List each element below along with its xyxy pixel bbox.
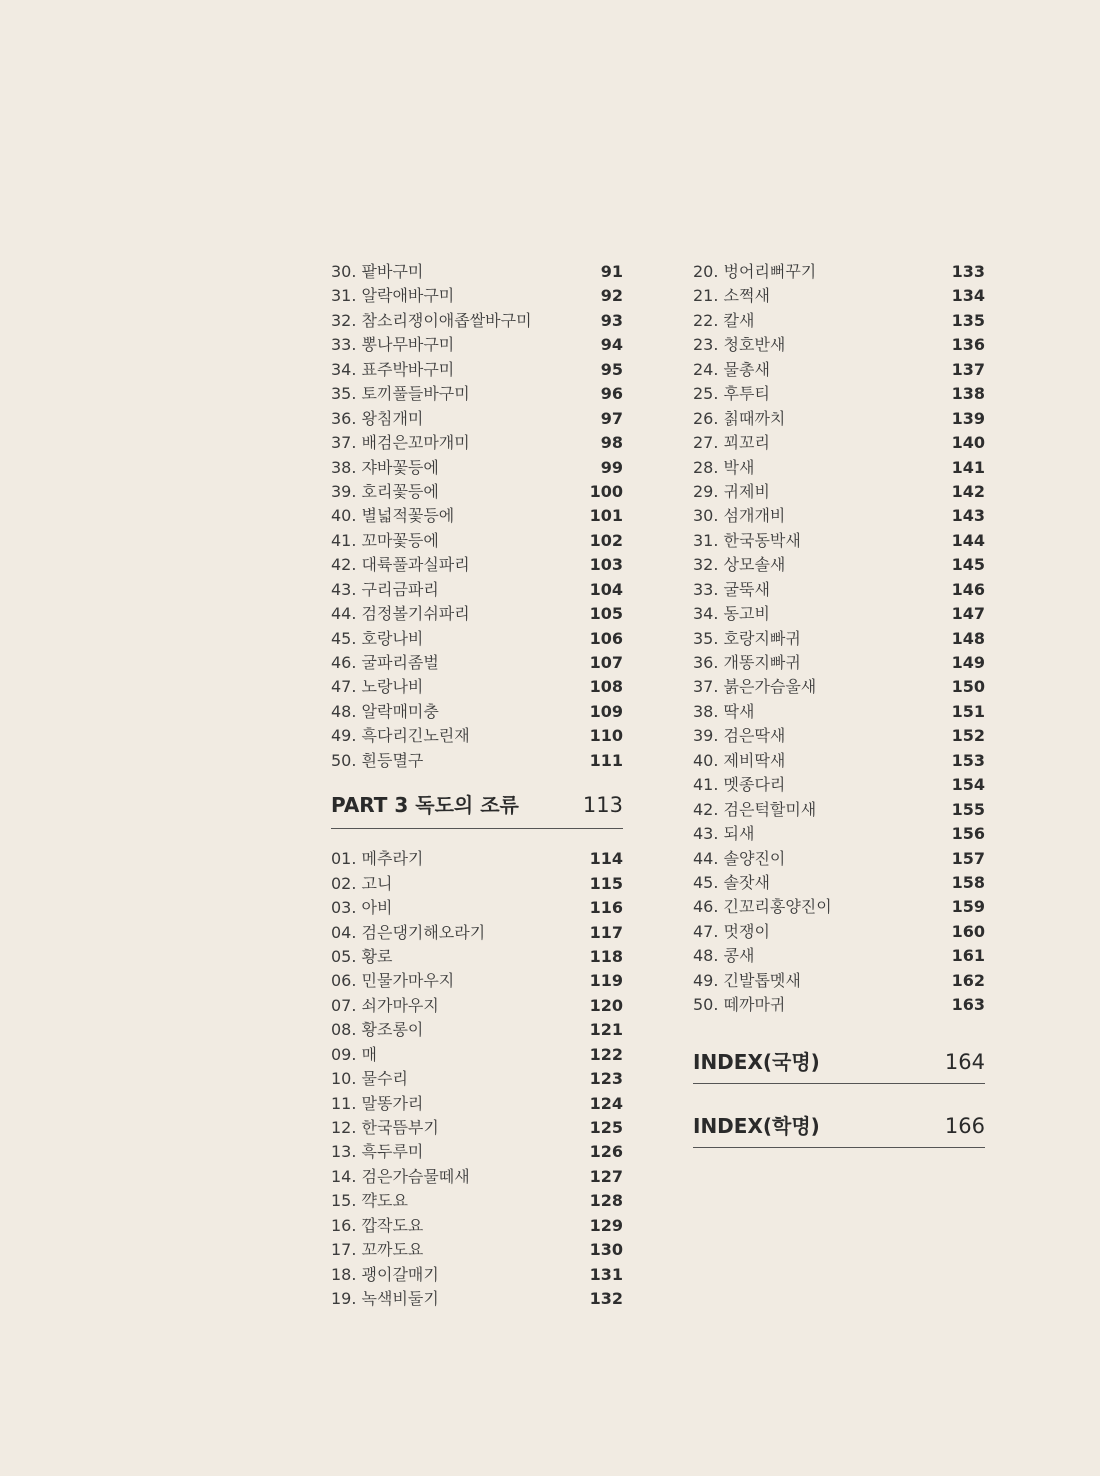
toc-entry-page: 91 [600, 262, 623, 281]
toc-entry-page: 108 [589, 677, 623, 697]
toc-entry[interactable] [331, 1018, 623, 1042]
toc-entry-page: 100 [589, 481, 623, 501]
toc-entry-page: 98 [600, 433, 623, 453]
toc-list-birds-1 [331, 847, 623, 1311]
toc-entry[interactable] [693, 871, 985, 895]
toc-entry-label: 28. 박새 [693, 457, 755, 477]
toc-entry[interactable] [693, 847, 985, 871]
toc-entry-page: 152 [951, 726, 985, 746]
toc-entry[interactable] [693, 504, 985, 528]
toc-entry-label: 49. 긴발톱멧새 [693, 970, 801, 990]
toc-entry-page: 150 [951, 677, 985, 697]
toc-entry-label: 04. 검은댕기해오라기 [331, 922, 486, 942]
toc-entry-label: 40. 제비딱새 [693, 750, 786, 770]
toc-entry[interactable] [331, 1238, 623, 1262]
toc-entry[interactable] [331, 1092, 623, 1116]
toc-entry-page: 110 [589, 726, 623, 746]
index-title: INDEX(학명) [693, 1113, 820, 1138]
toc-entry-page: 138 [951, 384, 985, 404]
part-heading[interactable] [331, 789, 623, 829]
toc-entry-page: 109 [589, 701, 623, 721]
toc-entry-page: 158 [951, 872, 985, 892]
toc-entry-page: 157 [951, 848, 985, 868]
toc-entry[interactable] [693, 382, 985, 406]
toc-entry-label: 35. 토끼풀들바구미 [331, 384, 470, 404]
toc-entry[interactable] [331, 602, 623, 626]
toc-entry-label: 21. 소쩍새 [693, 286, 770, 306]
index-page-number: 164 [944, 1049, 985, 1074]
toc-entry[interactable] [331, 1043, 623, 1067]
toc-entry-label: 01. 메추라기 [331, 849, 424, 869]
toc-entry-page: 135 [951, 310, 985, 330]
toc-entry[interactable] [331, 358, 623, 382]
toc-entry-label: 34. 표주박바구미 [331, 359, 455, 379]
toc-entry[interactable] [331, 1165, 623, 1189]
toc-entry-page: 144 [951, 530, 985, 550]
toc-entry-page: 121 [589, 1020, 623, 1040]
toc-entry-label: 09. 매 [331, 1044, 377, 1064]
toc-entry-page: 133 [951, 262, 985, 281]
toc-entry[interactable] [331, 921, 623, 945]
toc-entry-label: 07. 쇠가마우지 [331, 995, 439, 1015]
toc-entry-page: 149 [951, 653, 985, 672]
toc-entry[interactable] [331, 651, 623, 675]
toc-entry-label: 23. 청호반새 [693, 335, 786, 355]
toc-entry-label: 42. 검은턱할미새 [693, 799, 817, 819]
toc-entry-page: 118 [589, 946, 623, 966]
toc-entry-page: 99 [600, 457, 623, 477]
toc-entry-page: 156 [951, 824, 985, 844]
toc-column-right [693, 260, 985, 1148]
toc-entry[interactable] [331, 529, 623, 553]
toc-entry-page: 160 [951, 921, 985, 941]
toc-entry-label: 40. 별넓적꽃등에 [331, 506, 455, 526]
toc-entry-page: 163 [951, 995, 985, 1015]
toc-entry-label: 29. 귀제비 [693, 481, 770, 501]
toc-entry-label: 38. 쟈바꽃등에 [331, 457, 439, 477]
toc-entry-label: 35. 호랑지빠귀 [693, 628, 801, 648]
toc-entry-page: 145 [951, 555, 985, 575]
toc-entry-page: 124 [589, 1093, 623, 1113]
toc-entry-label: 41. 멧종다리 [693, 775, 786, 795]
toc-entry-label: 36. 왕침개미 [331, 408, 424, 428]
toc-entry[interactable] [331, 749, 623, 773]
toc-entry-page: 122 [589, 1044, 623, 1064]
toc-entry[interactable] [331, 675, 623, 699]
toc-entry[interactable] [693, 993, 985, 1017]
toc-entry-page: 93 [600, 310, 623, 330]
toc-entry-label: 06. 민물가마우지 [331, 971, 455, 991]
toc-entry-page: 155 [951, 799, 985, 819]
toc-entry[interactable] [693, 480, 985, 504]
toc-entry[interactable] [331, 872, 623, 896]
toc-entry[interactable] [693, 284, 985, 308]
toc-entry[interactable] [693, 773, 985, 797]
toc-entry[interactable] [693, 407, 985, 431]
toc-entry-page: 134 [951, 286, 985, 306]
toc-list-birds-2 [693, 260, 985, 1018]
toc-entry-label: 30. 팥바구미 [331, 262, 424, 281]
toc-entry-page: 136 [951, 335, 985, 355]
toc-entry[interactable] [693, 749, 985, 773]
toc-entry[interactable] [693, 456, 985, 480]
toc-entry[interactable] [331, 578, 623, 602]
toc-entry-page: 101 [589, 506, 623, 526]
toc-entry-page: 97 [600, 408, 623, 428]
toc-entry-label: 02. 고니 [331, 873, 393, 893]
toc-entry-label: 16. 깝작도요 [331, 1215, 424, 1235]
index-korean-heading[interactable] [693, 1046, 985, 1084]
toc-entry[interactable] [693, 822, 985, 846]
toc-entry-page: 104 [589, 579, 623, 599]
toc-entry[interactable] [331, 724, 623, 748]
toc-entry-page: 127 [589, 1166, 623, 1186]
part-title: PART 3 독도의 조류 [331, 793, 519, 818]
toc-entry-page: 120 [589, 995, 623, 1015]
toc-entry-label: 32. 상모솔새 [693, 555, 786, 575]
toc-entry-page: 106 [589, 628, 623, 648]
toc-entry-page: 139 [951, 408, 985, 428]
toc-entry[interactable] [693, 651, 985, 675]
toc-entry[interactable] [693, 553, 985, 577]
toc-entry[interactable] [693, 675, 985, 699]
toc-entry-label: 45. 호랑나비 [331, 628, 424, 648]
toc-entry-label: 39. 검은딱새 [693, 726, 786, 746]
toc-entry[interactable] [331, 1140, 623, 1164]
toc-entry[interactable] [693, 431, 985, 455]
toc-entry-page: 92 [600, 286, 623, 306]
toc-entry-page: 115 [589, 873, 623, 893]
toc-entry-label: 50. 흰등멸구 [331, 750, 424, 770]
toc-column-left [331, 260, 623, 1312]
toc-entry-label: 34. 동고비 [693, 604, 770, 624]
toc-entry[interactable] [331, 969, 623, 993]
toc-entry-page: 151 [951, 701, 985, 721]
toc-entry[interactable] [331, 553, 623, 577]
toc-entry-label: 50. 떼까마귀 [693, 995, 786, 1015]
index-page-number: 166 [944, 1113, 985, 1138]
toc-entry-label: 20. 벙어리뻐꾸기 [693, 262, 817, 281]
toc-entry[interactable] [693, 333, 985, 357]
toc-entry-label: 24. 물총새 [693, 359, 770, 379]
toc-entry-label: 48. 콩새 [693, 946, 755, 966]
toc-entry[interactable] [331, 284, 623, 308]
toc-entry-label: 33. 뽕나무바구미 [331, 335, 455, 355]
toc-entry-label: 47. 노랑나비 [331, 677, 424, 697]
toc-entry-page: 141 [951, 457, 985, 477]
toc-entry[interactable] [693, 724, 985, 748]
toc-entry-label: 49. 흑다리긴노린재 [331, 726, 470, 746]
toc-entry[interactable] [331, 627, 623, 651]
toc-entry[interactable] [693, 529, 985, 553]
toc-entry[interactable] [331, 260, 623, 284]
toc-entry[interactable] [331, 1067, 623, 1091]
toc-entry[interactable] [331, 504, 623, 528]
toc-entry[interactable] [331, 480, 623, 504]
toc-entry[interactable] [331, 1189, 623, 1213]
toc-entry-label: 43. 되새 [693, 824, 755, 844]
part-page-number: 113 [582, 793, 623, 818]
toc-entry-page: 147 [951, 604, 985, 624]
toc-entry-label: 17. 꼬까도요 [331, 1240, 424, 1260]
toc-entry-label: 38. 딱새 [693, 701, 755, 721]
toc-entry-label: 14. 검은가슴물떼새 [331, 1166, 470, 1186]
toc-entry-page: 125 [589, 1118, 623, 1137]
toc-entry-page: 132 [589, 1289, 623, 1309]
toc-entry[interactable] [693, 969, 985, 993]
toc-entry-page: 95 [600, 359, 623, 379]
toc-entry[interactable] [693, 309, 985, 333]
toc-entry[interactable] [331, 382, 623, 406]
toc-entry-page: 148 [951, 628, 985, 648]
toc-entry-label: 43. 구리금파리 [331, 579, 439, 599]
toc-entry-label: 44. 검정볼기쉬파리 [331, 604, 470, 624]
toc-entry[interactable] [693, 920, 985, 944]
toc-entry-label: 22. 칼새 [693, 310, 755, 330]
toc-entry-page: 154 [951, 775, 985, 795]
toc-entry[interactable] [331, 700, 623, 724]
toc-entry-page: 130 [589, 1240, 623, 1260]
toc-entry[interactable] [331, 309, 623, 333]
toc-list-insects [331, 260, 623, 773]
toc-entry-page: 161 [951, 946, 985, 966]
toc-entry-page: 116 [589, 898, 623, 918]
toc-entry[interactable] [331, 431, 623, 455]
toc-entry[interactable] [693, 700, 985, 724]
toc-entry[interactable] [693, 358, 985, 382]
toc-entry-page: 96 [600, 384, 623, 404]
toc-entry-page: 94 [600, 335, 623, 355]
toc-entry-page: 128 [589, 1191, 623, 1211]
toc-entry[interactable] [331, 1287, 623, 1311]
toc-entry-label: 05. 황로 [331, 946, 393, 966]
toc-entry-page: 126 [589, 1142, 623, 1162]
toc-entry-label: 08. 황조롱이 [331, 1020, 424, 1040]
toc-entry-page: 153 [951, 750, 985, 770]
toc-entry[interactable] [693, 798, 985, 822]
toc-entry-page: 159 [951, 897, 985, 917]
toc-entry-label: 19. 녹색비둘기 [331, 1289, 439, 1309]
toc-entry-label: 32. 참소리쟁이애좁쌀바구미 [331, 310, 532, 330]
toc-entry-page: 123 [589, 1069, 623, 1089]
toc-entry-label: 30. 섬개개비 [693, 506, 786, 526]
toc-entry-label: 42. 대륙풀과실파리 [331, 555, 470, 575]
toc-entry-page: 114 [589, 849, 623, 869]
toc-entry-page: 143 [951, 506, 985, 526]
toc-entry-label: 03. 아비 [331, 898, 393, 918]
toc-entry-label: 33. 굴뚝새 [693, 579, 770, 599]
toc-entry[interactable] [331, 1116, 623, 1140]
toc-entry[interactable] [331, 333, 623, 357]
toc-entry-page: 103 [589, 555, 623, 575]
toc-entry[interactable] [331, 456, 623, 480]
toc-entry[interactable] [693, 627, 985, 651]
toc-entry-label: 48. 알락매미충 [331, 701, 439, 721]
toc-entry-page: 102 [589, 530, 623, 550]
toc-entry-page: 137 [951, 359, 985, 379]
toc-entry-label: 11. 말똥가리 [331, 1093, 424, 1113]
toc-entry-page: 119 [589, 971, 623, 991]
toc-entry-label: 12. 한국뜸부기 [331, 1118, 439, 1137]
toc-entry-label: 31. 알락애바구미 [331, 286, 455, 306]
toc-entry-page: 140 [951, 433, 985, 453]
toc-entry-page: 142 [951, 481, 985, 501]
toc-entry-page: 162 [951, 970, 985, 990]
toc-entry[interactable] [693, 260, 985, 284]
toc-entry-page: 117 [589, 922, 623, 942]
toc-entry-label: 47. 멋쟁이 [693, 921, 770, 941]
toc-entry[interactable] [693, 602, 985, 626]
toc-entry-label: 37. 배검은꼬마개미 [331, 433, 470, 453]
toc-entry-page: 129 [589, 1215, 623, 1235]
toc-entry-label: 41. 꼬마꽃등에 [331, 530, 439, 550]
toc-entry-label: 13. 흑두루미 [331, 1142, 424, 1162]
toc-entry[interactable] [693, 578, 985, 602]
toc-entry-page: 111 [589, 750, 623, 770]
toc-entry-page: 105 [589, 604, 623, 624]
toc-entry-label: 10. 물수리 [331, 1069, 408, 1089]
toc-entry[interactable] [693, 895, 985, 919]
toc-entry-label: 46. 굴파리좀벌 [331, 653, 439, 672]
index-title: INDEX(국명) [693, 1049, 820, 1074]
toc-entry-label: 44. 솔양진이 [693, 848, 786, 868]
toc-entry[interactable] [693, 944, 985, 968]
toc-entry-label: 25. 후투티 [693, 384, 770, 404]
toc-entry-label: 31. 한국동박새 [693, 530, 801, 550]
toc-entry[interactable] [331, 945, 623, 969]
toc-entry[interactable] [331, 1214, 623, 1238]
index-scientific-heading[interactable] [693, 1110, 985, 1148]
toc-entry[interactable] [331, 1263, 623, 1287]
toc-entry-page: 131 [589, 1264, 623, 1284]
toc-entry-label: 37. 붉은가슴울새 [693, 677, 817, 697]
toc-entry[interactable] [331, 847, 623, 871]
toc-entry[interactable] [331, 896, 623, 920]
toc-entry-page: 146 [951, 579, 985, 599]
toc-entry-label: 27. 꾀꼬리 [693, 433, 770, 453]
toc-entry-label: 45. 솔잣새 [693, 872, 770, 892]
toc-entry-label: 46. 긴꼬리홍양진이 [693, 897, 832, 917]
toc-entry-label: 18. 괭이갈매기 [331, 1264, 439, 1284]
toc-entry-label: 26. 칡때까치 [693, 408, 786, 428]
toc-entry-label: 39. 호리꽃등에 [331, 481, 439, 501]
toc-entry[interactable] [331, 994, 623, 1018]
toc-entry-label: 15. 꺅도요 [331, 1191, 408, 1211]
toc-entry[interactable] [331, 407, 623, 431]
toc-entry-label: 36. 개똥지빠귀 [693, 653, 801, 672]
toc-entry-page: 107 [589, 653, 623, 672]
